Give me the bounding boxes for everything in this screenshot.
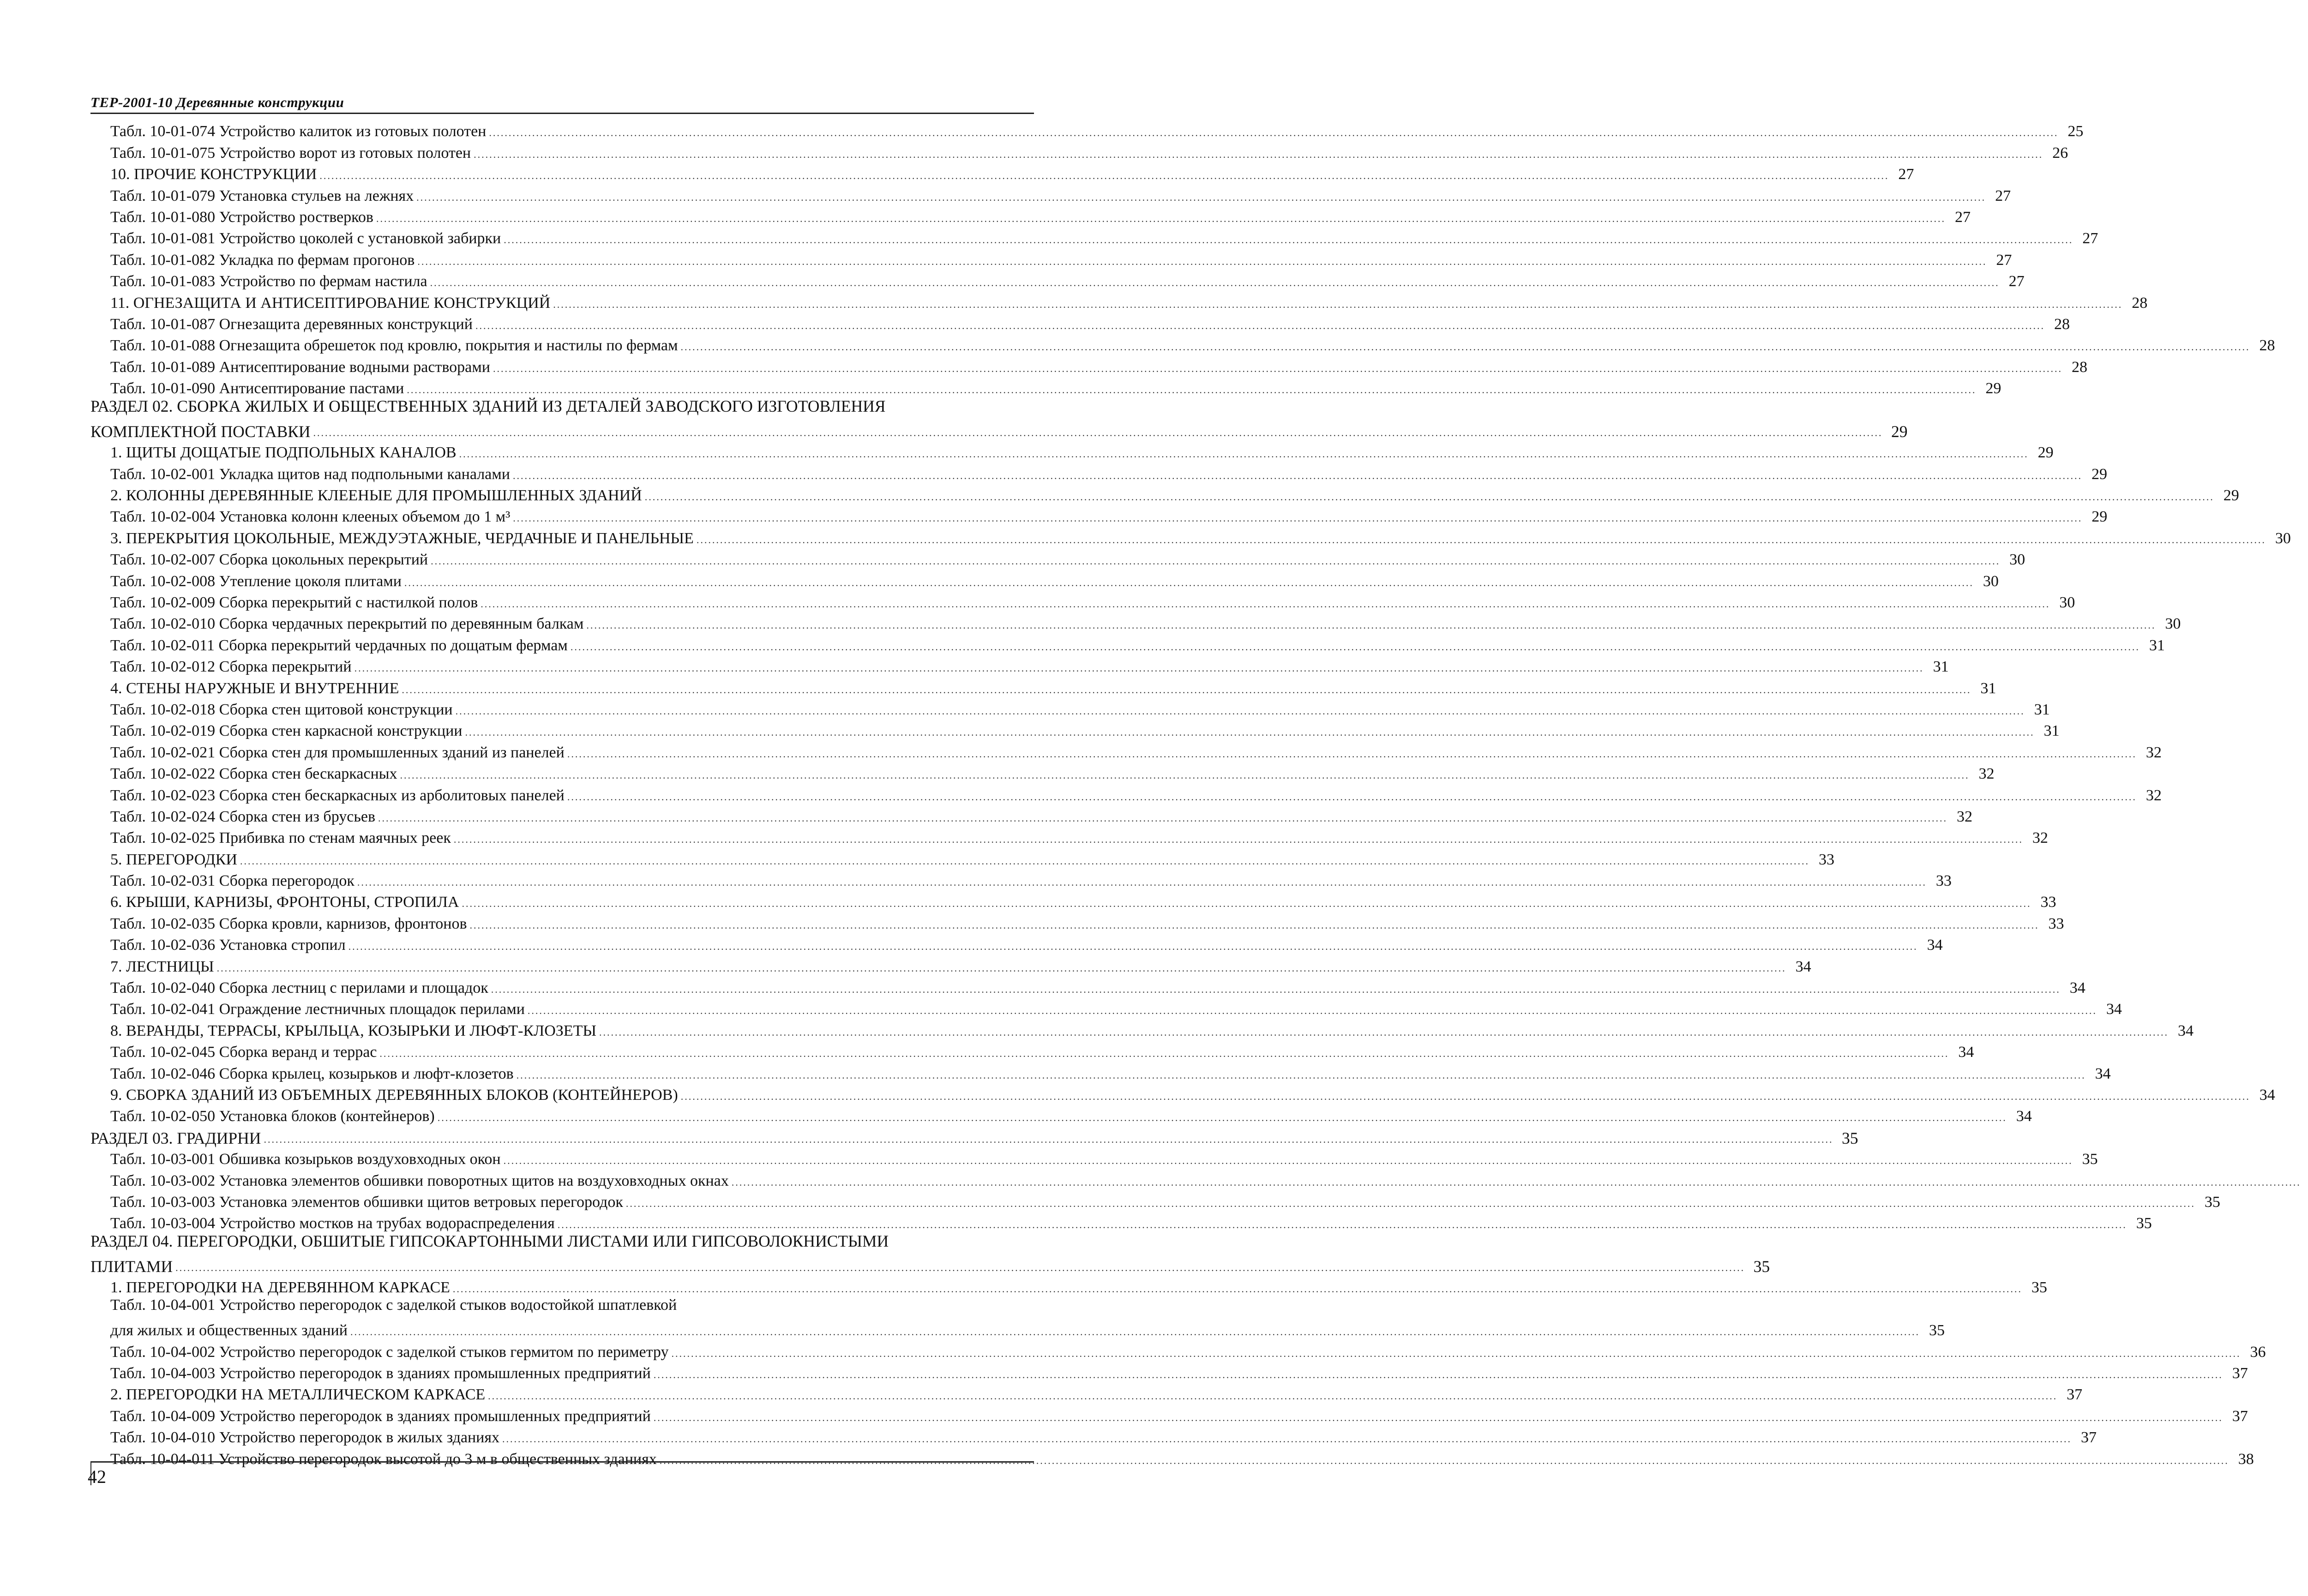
toc-entry-title: 1. ЩИТЫ ДОЩАТЫЕ ПОДПОЛЬНЫХ КАНАЛОВ bbox=[110, 444, 457, 462]
dot-leader: ................................................................................................................................................................................................................................................................................................................................................................................................................ bbox=[680, 1090, 2250, 1102]
toc-entry bbox=[90, 804, 1973, 826]
toc-entry-title: Табл. 10-02-023 Сборка стен бескаркасных из арболитовых панелей bbox=[110, 786, 565, 804]
toc-entry-page: 35 bbox=[2136, 1215, 2152, 1232]
toc-entry bbox=[90, 1168, 2301, 1189]
toc-entry bbox=[90, 1211, 2152, 1232]
toc-entry-page: 34 bbox=[2095, 1065, 2111, 1082]
toc-entry bbox=[90, 697, 2050, 719]
toc-entry-title: РАЗДЕЛ 02. СБОРКА ЖИЛЫХ И ОБЩЕСТВЕННЫХ ЗДАНИЙ ИЗ ДЕТАЛЕЙ ЗАВОДСКОГО ИЗГОТОВЛЕНИЯ bbox=[90, 397, 886, 416]
toc-entry bbox=[90, 847, 1834, 868]
dot-leader: ................................................................................................................................................................................................................................................................................................................................................................................................................ bbox=[240, 855, 1809, 867]
toc-entry-title: Табл. 10-02-001 Укладка щитов над подпольными каналами bbox=[110, 465, 510, 483]
toc-entry-title: Табл. 10-01-074 Устройство калиток из готовых полотен bbox=[110, 123, 487, 140]
toc-entry-page: 30 bbox=[2009, 551, 2026, 569]
toc-entry-page: 33 bbox=[2040, 894, 2056, 911]
toc-entry bbox=[90, 911, 2064, 932]
toc-entry-title: Табл. 10-02-018 Сборка стен щитовой конструкции bbox=[110, 701, 453, 718]
dot-leader: ................................................................................................................................................................................................................................................................................................................................................................................................................ bbox=[653, 1411, 2223, 1423]
toc-entry-page: 28 bbox=[2132, 294, 2148, 312]
dot-leader: ................................................................................................................................................................................................................................................................................................................................................................................................................ bbox=[671, 1347, 2241, 1359]
toc-entry bbox=[90, 1125, 1858, 1147]
toc-entry-title: Табл. 10-03-003 Установка элементов обшивки щитов ветровых перегородок bbox=[110, 1193, 623, 1211]
dot-leader: ................................................................................................................................................................................................................................................................................................................................................................................................................ bbox=[455, 705, 2025, 717]
toc-entry-title: Табл. 10-02-021 Сборка стен для промышленных зданий из панелей bbox=[110, 744, 565, 761]
toc-entry-page: 37 bbox=[2232, 1365, 2248, 1382]
running-header: ТЕР-2001-10 Деревянные конструкции bbox=[90, 94, 344, 110]
toc-entry-title: Табл. 10-03-004 Устройство мостков на трубах водораспределения bbox=[110, 1215, 555, 1232]
toc-entry-page: 31 bbox=[2044, 722, 2060, 740]
toc-entry-title: 5. ПЕРЕГОРОДКИ bbox=[110, 851, 237, 868]
toc-entry-title: Табл. 10-01-081 Устройство цоколей с установкой забирки bbox=[110, 230, 501, 247]
toc-entry-page: 34 bbox=[1958, 1044, 1974, 1061]
toc-entry-page: 33 bbox=[2048, 915, 2064, 932]
dot-leader: ................................................................................................................................................................................................................................................................................................................................................................................................................ bbox=[481, 598, 2050, 610]
dot-leader: ................................................................................................................................................................................................................................................................................................................................................................................................................ bbox=[462, 898, 2032, 910]
toc-entry bbox=[90, 676, 1996, 697]
toc-entry-page: 27 bbox=[1898, 166, 1914, 183]
toc-entry-title: Табл. 10-01-088 Огнезащита обрешеток под кровлю, покрытия и настилы по фермам bbox=[110, 337, 678, 354]
toc-entry-title: Табл. 10-02-035 Сборка кровли, карнизов, фронтонов bbox=[110, 915, 467, 932]
toc-entry bbox=[90, 1361, 2248, 1382]
toc-entry bbox=[90, 997, 2122, 1018]
toc-entry-page: 32 bbox=[1978, 765, 1995, 783]
toc-entry-page: 31 bbox=[1933, 658, 1949, 676]
toc-entry bbox=[90, 890, 2056, 911]
toc-entry-page: 34 bbox=[1927, 936, 1943, 954]
dot-leader: ................................................................................................................................................................................................................................................................................................................................................................................................................ bbox=[459, 448, 2029, 460]
toc-entry bbox=[90, 826, 2048, 847]
toc-entry bbox=[90, 247, 2012, 269]
toc-entry-page: 26 bbox=[2052, 144, 2068, 162]
toc-entry-title: для жилых и общественных зданий bbox=[110, 1322, 348, 1339]
dot-leader: ................................................................................................................................................................................................................................................................................................................................................................................................................ bbox=[659, 1454, 2229, 1466]
toc-entry-title: Табл. 10-01-082 Укладка по фермам прогонов bbox=[110, 251, 415, 269]
dot-leader: ................................................................................................................................................................................................................................................................................................................................................................................................................ bbox=[400, 769, 1970, 781]
toc-entry-title: Табл. 10-04-009 Устройство перегородок в зданиях промышленных предприятий bbox=[110, 1407, 651, 1425]
toc-entry-title: Табл. 10-02-031 Сборка перегородок bbox=[110, 872, 355, 890]
toc-entry-page: 31 bbox=[2034, 701, 2050, 718]
toc-entry-page: 28 bbox=[2054, 315, 2070, 333]
dot-leader: ................................................................................................................................................................................................................................................................................................................................................................................................................ bbox=[516, 1069, 2086, 1081]
toc-entry bbox=[90, 397, 1034, 419]
toc-entry bbox=[90, 162, 1914, 183]
dot-leader: ................................................................................................................................................................................................................................................................................................................................................................................................................ bbox=[376, 212, 1946, 224]
toc-entry-page: 27 bbox=[1954, 208, 1971, 226]
dot-leader: ................................................................................................................................................................................................................................................................................................................................................................................................................ bbox=[567, 791, 2137, 803]
toc-entry bbox=[90, 1104, 2032, 1125]
header-rule bbox=[90, 113, 1034, 114]
toc-entry bbox=[90, 590, 2075, 612]
toc-entry-page: 32 bbox=[2032, 829, 2048, 847]
dot-leader: ................................................................................................................................................................................................................................................................................................................................................................................................................ bbox=[175, 1262, 1745, 1274]
toc-entry-title: Табл. 10-04-001 Устройство перегородок с заделкой стыков водостойкой шпатлевкой bbox=[110, 1296, 677, 1314]
dot-leader: ................................................................................................................................................................................................................................................................................................................................................................................................................ bbox=[465, 726, 2035, 738]
toc-entry bbox=[90, 205, 1971, 226]
toc-entry bbox=[90, 612, 2181, 633]
toc-entry-title: Табл. 10-04-002 Устройство перегородок с заделкой стыков гермитом по периметру bbox=[110, 1343, 669, 1361]
toc-entry-title: Табл. 10-02-009 Сборка перекрытий с настилкой полов bbox=[110, 594, 478, 611]
dot-leader: ................................................................................................................................................................................................................................................................................................................................................................................................................ bbox=[504, 234, 2074, 246]
toc-entry-page: 34 bbox=[2106, 1001, 2122, 1018]
toc-entry bbox=[90, 183, 2011, 204]
toc-entry bbox=[90, 419, 1908, 441]
toc-entry-page: 35 bbox=[2082, 1151, 2098, 1168]
toc-entry-page: 25 bbox=[2068, 123, 2084, 140]
toc-entry bbox=[90, 976, 2086, 997]
toc-entry bbox=[90, 483, 2239, 504]
dot-leader: ................................................................................................................................................................................................................................................................................................................................................................................................................ bbox=[430, 277, 2000, 289]
dot-leader: ................................................................................................................................................................................................................................................................................................................................................................................................................ bbox=[313, 426, 1883, 438]
toc-entry-title: 10. ПРОЧИЕ КОНСТРУКЦИИ bbox=[110, 166, 317, 183]
toc-entry-page: 35 bbox=[2204, 1193, 2220, 1211]
toc-entry-page: 34 bbox=[1795, 958, 1811, 975]
toc-entry-title: Табл. 10-02-050 Установка блоков (контейнеров) bbox=[110, 1108, 435, 1125]
toc-entry bbox=[90, 1296, 1034, 1318]
toc-entry-title: Табл. 10-02-025 Прибивка по стенам маячных реек bbox=[110, 829, 451, 847]
toc-entry-title: Табл. 10-01-079 Установка стульев на лежнях bbox=[110, 187, 414, 204]
toc-entry-page: 29 bbox=[2223, 487, 2239, 504]
toc-entry-page: 30 bbox=[1983, 572, 1999, 590]
dot-leader: ................................................................................................................................................................................................................................................................................................................................................................................................................ bbox=[513, 512, 2083, 524]
dot-leader: ................................................................................................................................................................................................................................................................................................................................................................................................................ bbox=[489, 127, 2059, 139]
toc-entry bbox=[90, 740, 2162, 761]
toc-entry bbox=[90, 354, 2087, 376]
dot-leader: ................................................................................................................................................................................................................................................................................................................................................................................................................ bbox=[644, 491, 2214, 503]
toc-entry-title: Табл. 10-02-004 Установка колонн клееных объемом до 1 м³ bbox=[110, 508, 511, 526]
toc-entry-title: 2. ПЕРЕГОРОДКИ НА МЕТАЛЛИЧЕСКОМ КАРКАСЕ bbox=[110, 1386, 486, 1404]
toc-entry-page: 32 bbox=[2146, 786, 2162, 804]
footer-rule bbox=[90, 1461, 1034, 1463]
toc-entry-page: 28 bbox=[2259, 337, 2275, 354]
toc-entry-title: Табл. 10-02-011 Сборка перекрытий чердачных по дощатым фермам bbox=[110, 636, 568, 654]
toc-entry-page: 27 bbox=[2008, 273, 2025, 290]
toc-entry-title: 4. СТЕНЫ НАРУЖНЫЕ И ВНУТРЕННИЕ bbox=[110, 679, 399, 697]
toc-entry bbox=[90, 1061, 2111, 1082]
toc-entry-title: Табл. 10-01-089 Антисептирование водными растворами bbox=[110, 358, 490, 376]
table-of-contents bbox=[90, 119, 2301, 1468]
toc-entry bbox=[90, 1382, 2083, 1404]
toc-entry bbox=[90, 1147, 2098, 1168]
dot-leader: ................................................................................................................................................................................................................................................................................................................................................................................................................ bbox=[469, 919, 2039, 931]
toc-entry-page: 33 bbox=[1935, 872, 1952, 890]
toc-entry-title: Табл. 10-01-083 Устройство по фермам настила bbox=[110, 273, 427, 290]
toc-entry-page: 28 bbox=[2071, 358, 2087, 376]
dot-leader: ................................................................................................................................................................................................................................................................................................................................................................................................................ bbox=[357, 876, 1927, 888]
toc-entry-page: 29 bbox=[2092, 465, 2107, 483]
toc-entry bbox=[90, 762, 1995, 783]
toc-entry bbox=[90, 654, 1949, 676]
toc-entry-title: Табл. 10-04-011 Устройство перегородок высотой до 3 м в общественных зданиях bbox=[110, 1450, 657, 1468]
toc-entry-page: 30 bbox=[2059, 594, 2075, 611]
dot-leader: ................................................................................................................................................................................................................................................................................................................................................................................................................ bbox=[378, 812, 1948, 824]
dot-leader: ................................................................................................................................................................................................................................................................................................................................................................................................................ bbox=[488, 1390, 2058, 1402]
toc-entry-title: Табл. 10-02-041 Ограждение лестничных площадок перилами bbox=[110, 1001, 525, 1018]
toc-entry-title: 9. СБОРКА ЗДАНИЙ ИЗ ОБЪЕМНЫХ ДЕРЕВЯННЫХ БЛОКОВ (КОНТЕЙНЕРОВ) bbox=[110, 1086, 678, 1104]
dot-leader: ................................................................................................................................................................................................................................................................................................................................................................................................................ bbox=[599, 1026, 2169, 1038]
toc-entry bbox=[90, 312, 2070, 333]
dot-leader: ................................................................................................................................................................................................................................................................................................................................................................................................................ bbox=[696, 534, 2266, 546]
toc-entry bbox=[90, 1425, 2097, 1446]
page-number: 42 bbox=[88, 1466, 106, 1487]
toc-entry-page: 34 bbox=[2069, 979, 2086, 997]
dot-leader: ................................................................................................................................................................................................................................................................................................................................................................................................................ bbox=[557, 1219, 2127, 1231]
toc-entry-page: 27 bbox=[1996, 251, 2012, 269]
toc-entry bbox=[90, 1254, 1770, 1276]
toc-entry-title: Табл. 10-04-003 Устройство перегородок в зданиях промышленных предприятий bbox=[110, 1365, 651, 1382]
toc-entry-page: 34 bbox=[2016, 1108, 2032, 1125]
dot-leader: ................................................................................................................................................................................................................................................................................................................................................................................................................ bbox=[570, 641, 2140, 653]
dot-leader: ................................................................................................................................................................................................................................................................................................................................................................................................................ bbox=[452, 1283, 2022, 1295]
toc-entry-title: РАЗДЕЛ 04. ПЕРЕГОРОДКИ, ОБШИТЫЕ ГИПСОКАРТОННЫМИ ЛИСТАМИ ИЛИ ГИПСОВОЛОКНИСТЫМИ bbox=[90, 1232, 889, 1251]
toc-entry bbox=[90, 1083, 2275, 1104]
dot-leader: ................................................................................................................................................................................................................................................................................................................................................................................................................ bbox=[379, 1048, 1949, 1060]
toc-entry-page bbox=[2304, 1172, 2308, 1190]
toc-entry-page: 37 bbox=[2081, 1429, 2097, 1446]
toc-entry-title: 8. ВЕРАНДЫ, ТЕРРАСЫ, КРЫЛЬЦА, КОЗЫРЬКИ И ЛЮФТ-КЛОЗЕТЫ bbox=[110, 1022, 596, 1039]
dot-leader: ................................................................................................................................................................................................................................................................................................................................................................................................................ bbox=[553, 298, 2123, 310]
dot-leader: ................................................................................................................................................................................................................................................................................................................................................................................................................ bbox=[348, 941, 1918, 953]
toc-entry-page: 30 bbox=[2165, 615, 2181, 633]
toc-entry-title: 7. ЛЕСТНИЦЫ bbox=[110, 958, 214, 975]
toc-entry-page: 29 bbox=[2038, 444, 2054, 462]
toc-entry-title: 2. КОЛОННЫ ДЕРЕВЯННЫЕ КЛЕЕНЫЕ ДЛЯ ПРОМЫШЛЕННЫХ ЗДАНИЙ bbox=[110, 487, 642, 504]
toc-entry-page: 31 bbox=[1980, 679, 1996, 697]
toc-entry-page: 32 bbox=[1957, 808, 1973, 825]
toc-entry-page: 35 bbox=[2031, 1279, 2047, 1296]
toc-entry-page: 37 bbox=[2232, 1407, 2248, 1425]
toc-entry-title: Табл. 10-02-045 Сборка веранд и террас bbox=[110, 1044, 377, 1061]
toc-entry bbox=[90, 547, 2026, 569]
dot-leader: ................................................................................................................................................................................................................................................................................................................................................................................................................ bbox=[354, 662, 1924, 674]
dot-leader: ................................................................................................................................................................................................................................................................................................................................................................................................................ bbox=[502, 1433, 2072, 1445]
dot-leader: ................................................................................................................................................................................................................................................................................................................................................................................................................ bbox=[491, 984, 2061, 996]
toc-entry-page: 29 bbox=[1985, 380, 2001, 397]
toc-entry-title: Табл. 10-01-090 Антисептирование пастами bbox=[110, 380, 404, 397]
toc-entry-page: 31 bbox=[2149, 636, 2165, 654]
dot-leader: ................................................................................................................................................................................................................................................................................................................................................................................................................ bbox=[527, 1005, 2097, 1017]
toc-entry-page: 35 bbox=[1841, 1128, 1858, 1147]
toc-entry-page: 36 bbox=[2250, 1343, 2266, 1361]
dot-leader: ................................................................................................................................................................................................................................................................................................................................................................................................................ bbox=[264, 1133, 1833, 1145]
toc-entry-page: 27 bbox=[1995, 187, 2011, 204]
toc-entry bbox=[90, 719, 2060, 740]
dot-leader: ................................................................................................................................................................................................................................................................................................................................................................................................................ bbox=[437, 1112, 2007, 1124]
toc-entry-title: 6. КРЫШИ, КАРНИЗЫ, ФРОНТОНЫ, СТРОПИЛА bbox=[110, 894, 459, 911]
dot-leader: ................................................................................................................................................................................................................................................................................................................................................................................................................ bbox=[404, 576, 1974, 588]
toc-entry-title: КОМПЛЕКТНОЙ ПОСТАВКИ bbox=[90, 422, 311, 441]
toc-entry bbox=[90, 440, 2054, 462]
dot-leader: ................................................................................................................................................................................................................................................................................................................................................................................................................ bbox=[319, 170, 1889, 182]
dot-leader: ................................................................................................................................................................................................................................................................................................................................................................................................................ bbox=[493, 362, 2062, 374]
toc-entry-page: 29 bbox=[2092, 508, 2108, 526]
toc-entry bbox=[90, 504, 2108, 526]
toc-entry-title: Табл. 10-04-010 Устройство перегородок в жилых зданиях bbox=[110, 1429, 499, 1446]
toc-entry bbox=[90, 376, 2001, 397]
dot-leader: ................................................................................................................................................................................................................................................................................................................................................................................................................ bbox=[416, 191, 1986, 203]
dot-leader: ................................................................................................................................................................................................................................................................................................................................................................................................................ bbox=[513, 469, 2082, 481]
toc-entry bbox=[90, 269, 2025, 290]
toc-entry-title: Табл. 10-03-002 Установка элементов обшивки поворотных щитов на воздуховходных окнах bbox=[110, 1172, 729, 1189]
dot-leader: ................................................................................................................................................................................................................................................................................................................................................................................................................ bbox=[417, 255, 1987, 267]
toc-entry-title: Табл. 10-02-024 Сборка стен из брусьев bbox=[110, 808, 376, 825]
toc-entry-title: Табл. 10-02-012 Сборка перекрытий bbox=[110, 658, 352, 676]
dot-leader: ................................................................................................................................................................................................................................................................................................................................................................................................................ bbox=[625, 1197, 2195, 1209]
toc-entry bbox=[90, 290, 2148, 312]
toc-entry-title: 11. ОГНЕЗАЩИТА И АНТИСЕПТИРОВАНИЕ КОНСТРУКЦИЙ bbox=[110, 294, 551, 312]
toc-entry-title: РАЗДЕЛ 03. ГРАДИРНИ bbox=[90, 1128, 261, 1147]
toc-entry-page: 35 bbox=[1929, 1322, 1945, 1339]
toc-entry-page: 30 bbox=[2275, 529, 2291, 547]
toc-entry bbox=[90, 1339, 2266, 1361]
dot-leader: ................................................................................................................................................................................................................................................................................................................................................................................................................ bbox=[474, 148, 2044, 160]
toc-entry-page: 32 bbox=[2146, 744, 2162, 761]
toc-entry-title: Табл. 10-02-019 Сборка стен каркасной конструкции bbox=[110, 722, 463, 740]
toc-entry-title: Табл. 10-02-040 Сборка лестниц с перилами и площадок bbox=[110, 979, 488, 997]
toc-entry bbox=[90, 869, 1952, 890]
toc-entry bbox=[90, 226, 2098, 247]
toc-entry-page: 38 bbox=[2238, 1450, 2254, 1468]
toc-entry-title: Табл. 10-01-075 Устройство ворот из готовых полотен bbox=[110, 144, 471, 162]
toc-entry-title: ПЛИТАМИ bbox=[90, 1257, 173, 1276]
toc-entry-title: Табл. 10-02-022 Сборка стен бескаркасных bbox=[110, 765, 397, 783]
dot-leader: ................................................................................................................................................................................................................................................................................................................................................................................................................ bbox=[453, 834, 2023, 846]
toc-entry-title: Табл. 10-02-046 Сборка крылец, козырьков и люфт-клозетов bbox=[110, 1065, 514, 1082]
dot-leader: ................................................................................................................................................................................................................................................................................................................................................................................................................ bbox=[680, 341, 2250, 353]
toc-entry-page: 37 bbox=[2067, 1386, 2083, 1404]
toc-entry bbox=[90, 569, 1999, 590]
toc-entry-title: Табл. 10-02-008 Утепление цоколя плитами bbox=[110, 572, 402, 590]
toc-entry-page: 34 bbox=[2178, 1022, 2194, 1039]
dot-leader: ................................................................................................................................................................................................................................................................................................................................................................................................................ bbox=[216, 962, 1786, 974]
dot-leader: ................................................................................................................................................................................................................................................................................................................................................................................................................ bbox=[653, 1369, 2223, 1381]
toc-entry-page: 33 bbox=[1818, 851, 1834, 868]
toc-entry-title: Табл. 10-02-010 Сборка чердачных перекрытий по деревянным балкам bbox=[110, 615, 584, 633]
toc-entry bbox=[90, 954, 1811, 975]
toc-entry-title: Табл. 10-01-087 Огнезащита деревянных конструкций bbox=[110, 315, 473, 333]
toc-entry-title: Табл. 10-02-036 Установка стропил bbox=[110, 936, 346, 954]
toc-entry-title: 3. ПЕРЕКРЫТИЯ ЦОКОЛЬНЫЕ, МЕЖДУЭТАЖНЫЕ, ЧЕРДАЧНЫЕ И ПАНЕЛЬНЫЕ bbox=[110, 529, 694, 547]
toc-entry bbox=[90, 526, 2291, 547]
dot-leader: ................................................................................................................................................................................................................................................................................................................................................................................................................ bbox=[731, 1176, 2301, 1188]
toc-entry bbox=[90, 333, 2275, 354]
toc-entry bbox=[90, 1404, 2248, 1425]
toc-entry bbox=[90, 462, 2107, 483]
toc-entry bbox=[90, 1446, 2254, 1468]
toc-entry-page: 35 bbox=[1753, 1257, 1770, 1276]
dot-leader: ................................................................................................................................................................................................................................................................................................................................................................................................................ bbox=[503, 1155, 2073, 1167]
toc-entry bbox=[90, 633, 2165, 654]
dot-leader: ................................................................................................................................................................................................................................................................................................................................................................................................................ bbox=[586, 619, 2156, 631]
toc-entry bbox=[90, 783, 2162, 804]
dot-leader: ................................................................................................................................................................................................................................................................................................................................................................................................................ bbox=[407, 384, 1977, 396]
toc-entry-title: Табл. 10-01-080 Устройство ростверков bbox=[110, 208, 373, 226]
toc-entry bbox=[90, 1275, 2047, 1296]
dot-leader: ................................................................................................................................................................................................................................................................................................................................................................................................................ bbox=[431, 555, 2001, 567]
toc-entry bbox=[90, 1040, 1974, 1061]
toc-entry bbox=[90, 1232, 1034, 1254]
toc-entry-page: 34 bbox=[2259, 1086, 2275, 1104]
dot-leader: ................................................................................................................................................................................................................................................................................................................................................................................................................ bbox=[475, 319, 2045, 331]
toc-entry bbox=[90, 119, 2084, 140]
dot-leader: ................................................................................................................................................................................................................................................................................................................................................................................................................ bbox=[567, 748, 2137, 760]
toc-entry-page: 27 bbox=[2082, 230, 2098, 247]
toc-entry bbox=[90, 1318, 1945, 1339]
toc-entry bbox=[90, 933, 1943, 954]
toc-entry-title: Табл. 10-03-001 Обшивка козырьков воздуховходных окон bbox=[110, 1151, 501, 1168]
toc-entry-page: 29 bbox=[1891, 422, 1908, 441]
toc-entry-title: 1. ПЕРЕГОРОДКИ НА ДЕРЕВЯННОМ КАРКАСЕ bbox=[110, 1279, 450, 1296]
dot-leader: ................................................................................................................................................................................................................................................................................................................................................................................................................ bbox=[350, 1326, 1920, 1338]
toc-entry bbox=[90, 140, 2068, 162]
dot-leader: ................................................................................................................................................................................................................................................................................................................................................................................................................ bbox=[402, 684, 1971, 696]
toc-entry bbox=[90, 1018, 2194, 1039]
toc-entry-title: Табл. 10-02-007 Сборка цокольных перекрытий bbox=[110, 551, 428, 569]
toc-entry bbox=[90, 1190, 2220, 1211]
